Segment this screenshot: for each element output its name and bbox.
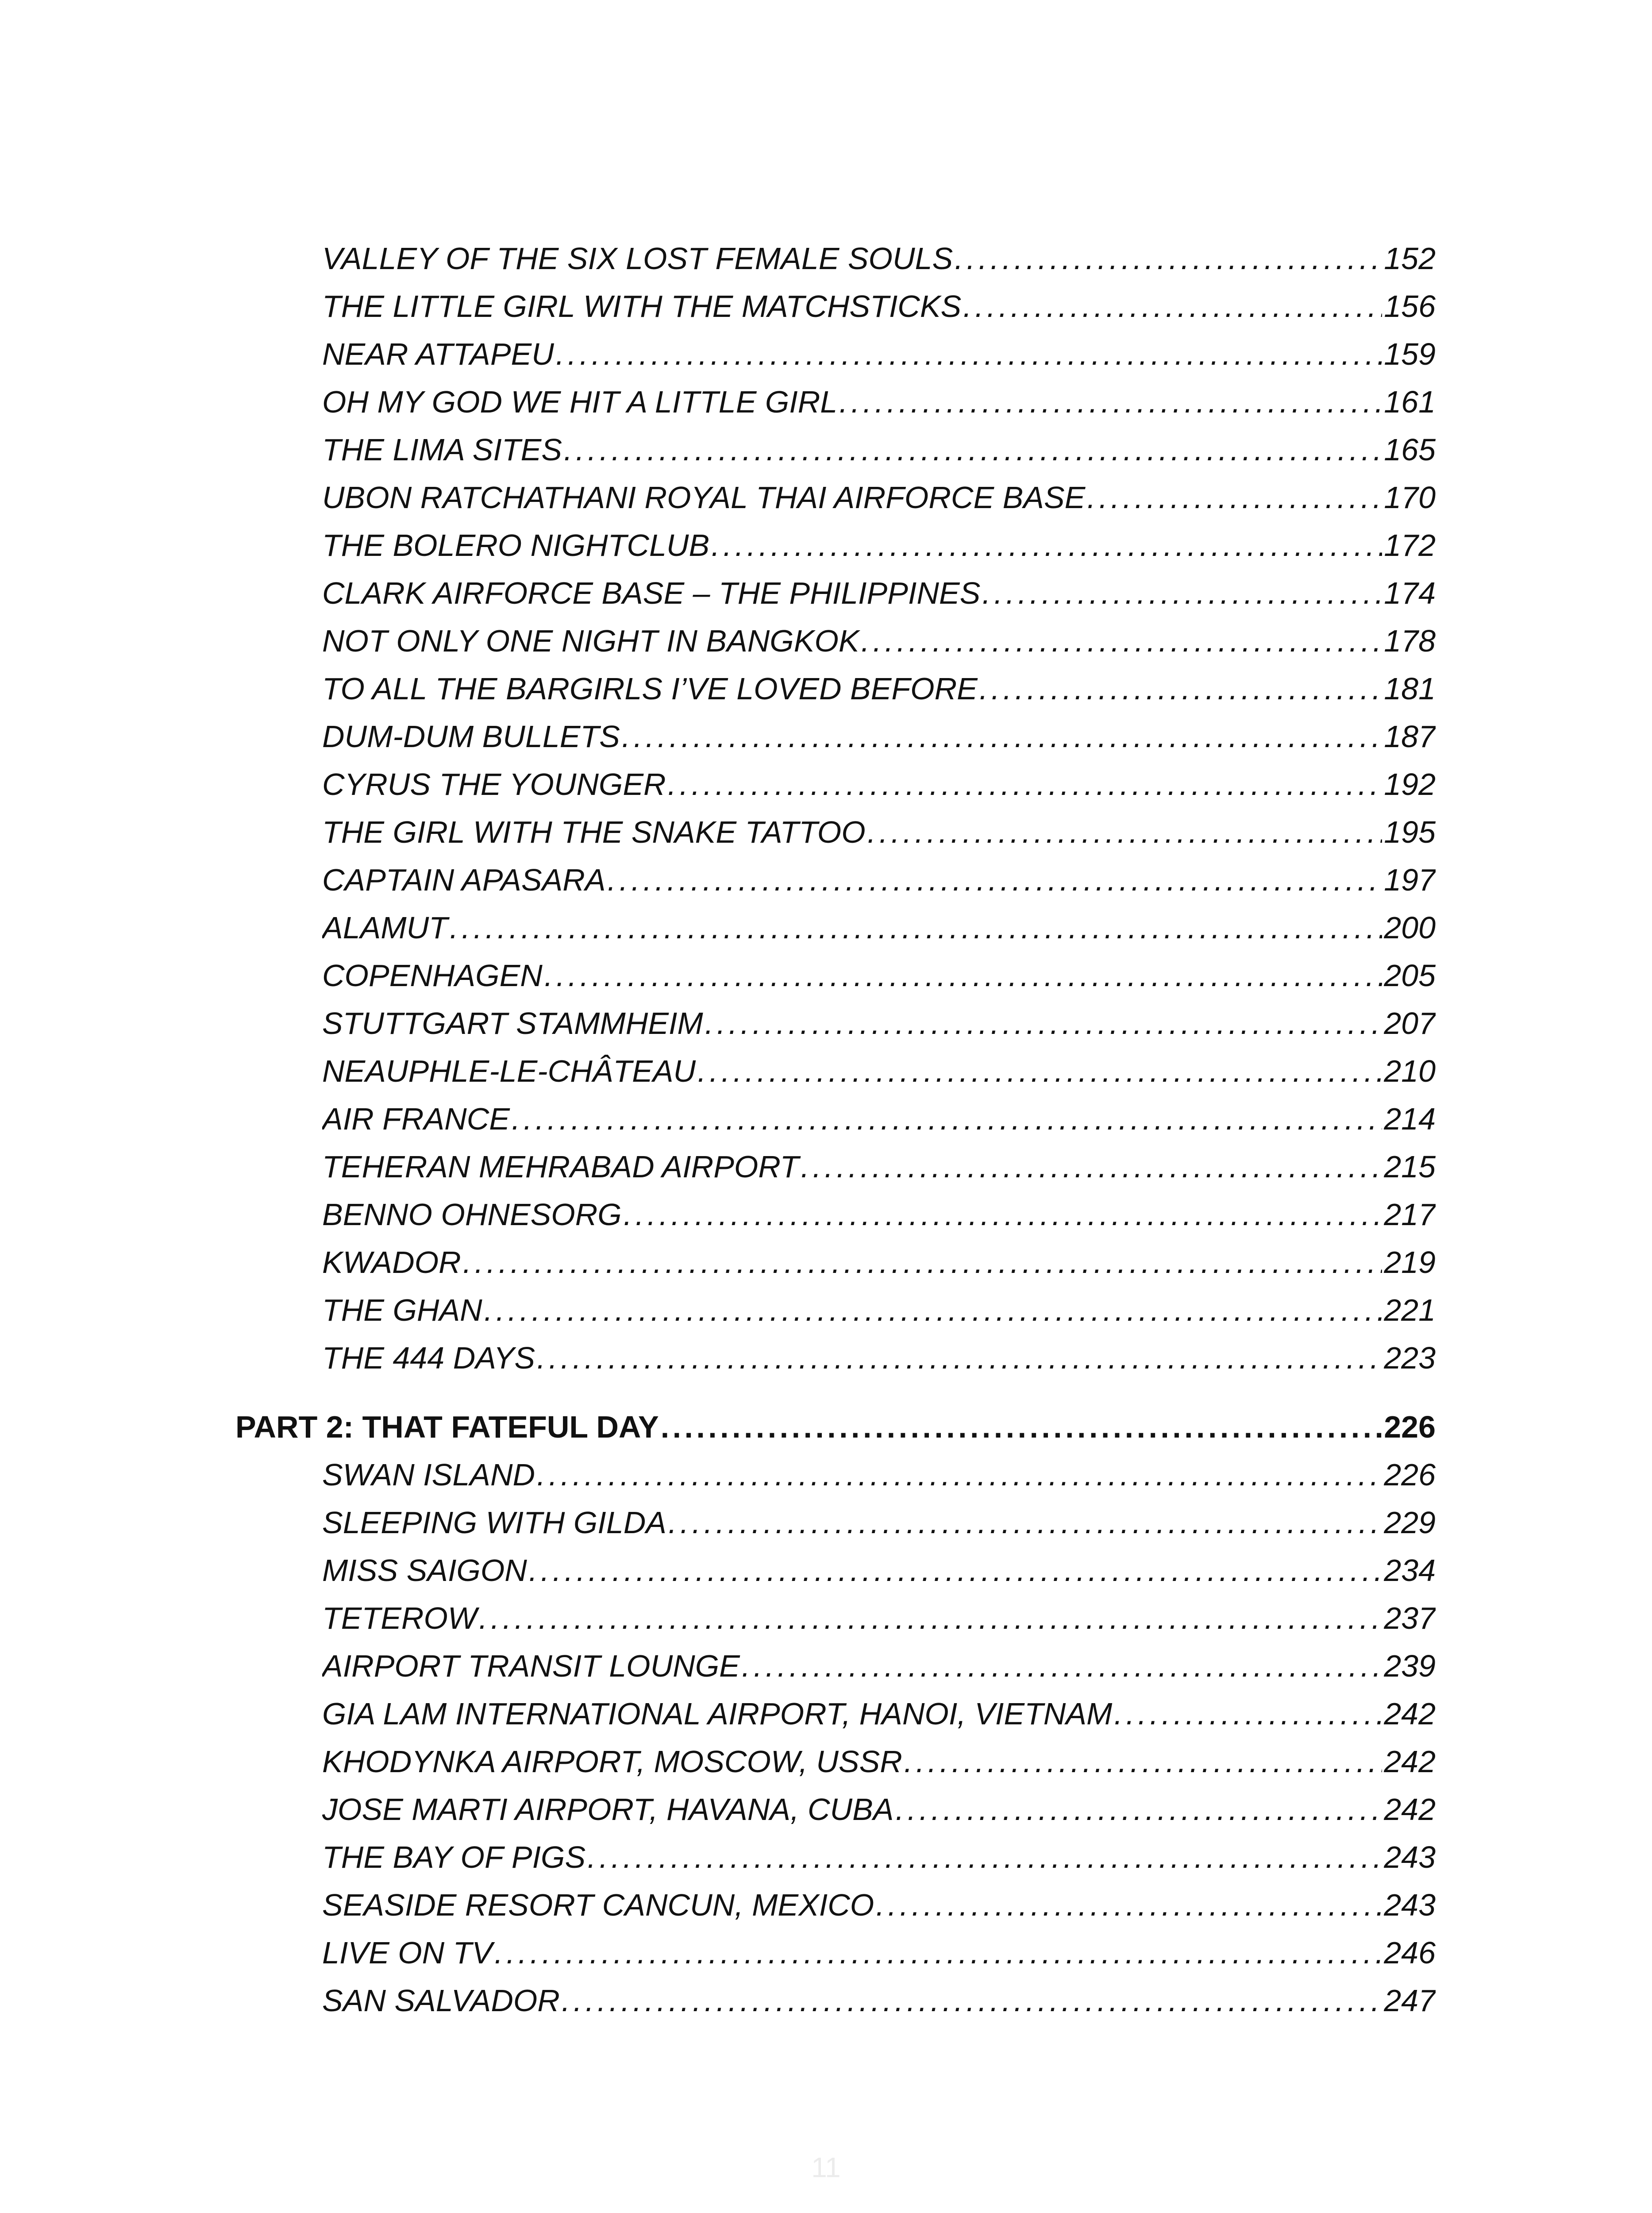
toc-entry-page: 243 bbox=[1384, 1840, 1436, 1874]
toc-entry[interactable] bbox=[322, 1739, 1436, 1784]
toc-entry[interactable] bbox=[322, 571, 1436, 615]
toc-entry-title: JOSE MARTI AIRPORT, HAVANA, CUBA bbox=[322, 1792, 894, 1827]
dot-leader bbox=[867, 810, 1382, 854]
toc-entry-title: UBON RATCHATHANI ROYAL THAI AIRFORCE BASE bbox=[322, 480, 1086, 515]
toc-entry[interactable] bbox=[322, 236, 1436, 281]
toc-entry[interactable] bbox=[322, 714, 1436, 759]
toc-entry-page: 214 bbox=[1384, 1102, 1436, 1136]
toc-entry-title: THE BOLERO NIGHTCLUB bbox=[322, 528, 710, 563]
dot-leader bbox=[1087, 475, 1382, 520]
toc-entry-title: NOT ONLY ONE NIGHT IN BANGKOK bbox=[322, 624, 859, 658]
toc-entry-title: SEASIDE RESORT CANCUN, MEXICO bbox=[322, 1888, 874, 1922]
toc-entry[interactable] bbox=[322, 810, 1436, 854]
toc-entry-title: COPENHAGEN bbox=[322, 958, 543, 993]
toc-part-page: 226 bbox=[1384, 1410, 1436, 1444]
toc-entry-page: 223 bbox=[1384, 1341, 1436, 1375]
dot-leader bbox=[624, 1192, 1382, 1237]
dot-leader bbox=[622, 714, 1382, 759]
dot-leader bbox=[742, 1644, 1382, 1688]
toc-entry-page: 234 bbox=[1384, 1553, 1436, 1588]
toc-entry-page: 242 bbox=[1384, 1792, 1436, 1827]
toc-entry-title: OH MY GOD WE HIT A LITTLE GIRL bbox=[322, 385, 838, 419]
toc-entry-page: 215 bbox=[1384, 1149, 1436, 1184]
toc-entry-title: SWAN ISLAND bbox=[322, 1457, 535, 1492]
toc-entry-page: 243 bbox=[1384, 1888, 1436, 1922]
toc-entry-title: LIVE ON TV bbox=[322, 1935, 493, 1970]
toc-entry-page: 172 bbox=[1384, 528, 1436, 563]
toc-entry-page: 197 bbox=[1384, 863, 1436, 897]
toc-entry-page: 219 bbox=[1384, 1245, 1436, 1280]
toc-entry-page: 242 bbox=[1384, 1744, 1436, 1779]
toc-entry[interactable] bbox=[322, 1978, 1436, 2023]
toc-entry-page: 226 bbox=[1384, 1457, 1436, 1492]
page-number: 11 bbox=[811, 2151, 841, 2183]
toc-entry-page: 217 bbox=[1384, 1197, 1436, 1232]
toc-entry-page: 200 bbox=[1384, 910, 1436, 945]
dot-leader bbox=[608, 858, 1382, 902]
dot-leader bbox=[979, 667, 1382, 711]
toc-entry[interactable] bbox=[322, 953, 1436, 998]
dot-leader bbox=[484, 1288, 1382, 1332]
dot-leader bbox=[668, 762, 1382, 806]
toc-entry[interactable] bbox=[322, 1288, 1436, 1332]
toc-entry-title: THE GIRL WITH THE SNAKE TATTOO bbox=[322, 815, 866, 849]
toc-entry[interactable] bbox=[322, 1145, 1436, 1189]
dot-leader bbox=[529, 1548, 1382, 1592]
toc-entry-page: 246 bbox=[1384, 1935, 1436, 1970]
toc-entry[interactable] bbox=[322, 475, 1436, 520]
toc-entry[interactable] bbox=[322, 1883, 1436, 1927]
toc-entry-page: 195 bbox=[1384, 815, 1436, 849]
toc-entry-title: TEHERAN MEHRABAD AIRPORT bbox=[322, 1149, 799, 1184]
toc-entry-page: 192 bbox=[1384, 767, 1436, 802]
toc-entry-page: 237 bbox=[1384, 1601, 1436, 1635]
dot-leader bbox=[1114, 1692, 1382, 1736]
dot-leader bbox=[895, 1787, 1382, 1831]
toc-entry-title: TO ALL THE BARGIRLS I’VE LOVED BEFORE bbox=[322, 671, 978, 706]
dot-leader bbox=[564, 428, 1382, 472]
toc-entry[interactable] bbox=[322, 1336, 1436, 1380]
toc-entry-page: 247 bbox=[1384, 1983, 1436, 2018]
toc-entry-page: 159 bbox=[1384, 337, 1436, 371]
toc-entry-page: 156 bbox=[1384, 289, 1436, 324]
toc-entry-title: NEAUPHLE-LE-CHÂTEAU bbox=[322, 1054, 696, 1088]
toc-entry-title: DUM-DUM BULLETS bbox=[322, 719, 620, 754]
toc-entry-page: 178 bbox=[1384, 624, 1436, 658]
toc-entry-title: THE 444 DAYS bbox=[322, 1341, 535, 1375]
toc-entry-title: ALAMUT bbox=[322, 910, 448, 945]
dot-leader bbox=[463, 1240, 1382, 1284]
toc-entry[interactable] bbox=[322, 1192, 1436, 1237]
dot-leader bbox=[556, 332, 1382, 376]
toc-entry[interactable] bbox=[322, 1049, 1436, 1093]
dot-leader bbox=[661, 1405, 1382, 1449]
toc-entry-title: SLEEPING WITH GILDA bbox=[322, 1505, 666, 1540]
toc-entry[interactable] bbox=[322, 1931, 1436, 1975]
dot-leader bbox=[876, 1883, 1382, 1927]
toc-part-title: PART 2: THAT FATEFUL DAY bbox=[235, 1410, 659, 1444]
toc-entry-title: THE LIMA SITES bbox=[322, 432, 562, 467]
toc-entry-page: 187 bbox=[1384, 719, 1436, 754]
toc-entry[interactable] bbox=[322, 284, 1436, 328]
dot-leader bbox=[537, 1453, 1382, 1497]
toc-entry[interactable] bbox=[322, 1548, 1436, 1592]
toc-entry-page: 221 bbox=[1384, 1293, 1436, 1327]
toc-entry[interactable] bbox=[322, 619, 1436, 663]
toc-entry-page: 174 bbox=[1384, 576, 1436, 610]
toc-entry[interactable] bbox=[322, 1500, 1436, 1545]
dot-leader bbox=[861, 619, 1382, 663]
toc-entry[interactable] bbox=[322, 1097, 1436, 1141]
dot-leader bbox=[512, 1097, 1382, 1141]
toc-entry-title: AIRPORT TRANSIT LOUNGE bbox=[322, 1649, 740, 1683]
toc-entry-title: STUTTGART STAMMHEIM bbox=[322, 1006, 703, 1041]
toc-entry-title: KWADOR bbox=[322, 1245, 461, 1280]
toc-entry-page: 205 bbox=[1384, 958, 1436, 993]
toc-entry[interactable] bbox=[322, 762, 1436, 806]
toc-entry[interactable] bbox=[322, 428, 1436, 472]
dot-leader bbox=[668, 1500, 1382, 1545]
toc-entry-page: 165 bbox=[1384, 432, 1436, 467]
toc-entry[interactable] bbox=[322, 1453, 1436, 1497]
toc-entry-title: CLARK AIRFORCE BASE – THE PHILIPPINES bbox=[322, 576, 981, 610]
toc-entry-title: BENNO OHNESORG bbox=[322, 1197, 622, 1232]
dot-leader bbox=[697, 1049, 1382, 1093]
toc-entry[interactable] bbox=[322, 667, 1436, 711]
toc-entry[interactable] bbox=[322, 1692, 1436, 1736]
dot-leader bbox=[537, 1336, 1382, 1380]
toc-entry[interactable] bbox=[322, 380, 1436, 424]
dot-leader bbox=[587, 1835, 1382, 1879]
dot-leader bbox=[562, 1978, 1382, 2023]
toc-entry-title: NEAR ATTAPEU bbox=[322, 337, 554, 371]
toc-entry-page: 242 bbox=[1384, 1696, 1436, 1731]
toc-entry-title: KHODYNKA AIRPORT, MOSCOW, USSR bbox=[322, 1744, 902, 1779]
toc-entry[interactable] bbox=[322, 906, 1436, 950]
dot-leader bbox=[955, 236, 1382, 281]
toc-entry-title: SAN SALVADOR bbox=[322, 1983, 560, 2018]
toc-entry-page: 161 bbox=[1384, 385, 1436, 419]
toc-entry-title: VALLEY OF THE SIX LOST FEMALE SOULS bbox=[322, 241, 953, 276]
dot-leader bbox=[479, 1596, 1382, 1640]
toc-entry[interactable] bbox=[322, 523, 1436, 567]
toc-entry-page: 152 bbox=[1384, 241, 1436, 276]
toc-entry[interactable] bbox=[322, 1644, 1436, 1688]
toc-entry-title: CYRUS THE YOUNGER bbox=[322, 767, 666, 802]
dot-leader bbox=[963, 284, 1382, 328]
dot-leader bbox=[904, 1739, 1382, 1784]
dot-leader bbox=[494, 1931, 1382, 1975]
toc-entry-page: 181 bbox=[1384, 671, 1436, 706]
toc-entry-title: MISS SAIGON bbox=[322, 1553, 527, 1588]
dot-leader bbox=[544, 953, 1382, 998]
toc-entry[interactable] bbox=[322, 1835, 1436, 1879]
toc-entry[interactable] bbox=[322, 1240, 1436, 1284]
dot-leader bbox=[450, 906, 1382, 950]
toc-entry[interactable] bbox=[322, 332, 1436, 376]
toc-entry-title: THE LITTLE GIRL WITH THE MATCHSTICKS bbox=[322, 289, 962, 324]
toc-entry[interactable] bbox=[322, 1787, 1436, 1831]
toc-entry-title: AIR FRANCE bbox=[322, 1102, 510, 1136]
toc-entry[interactable] bbox=[322, 858, 1436, 902]
toc-entry-page: 207 bbox=[1384, 1006, 1436, 1041]
dot-leader bbox=[705, 1001, 1382, 1045]
toc-entry[interactable] bbox=[322, 1001, 1436, 1045]
dot-leader bbox=[711, 523, 1382, 567]
toc-entry-page: 239 bbox=[1384, 1649, 1436, 1683]
toc-part-heading[interactable] bbox=[235, 1405, 1436, 1449]
dot-leader bbox=[801, 1145, 1382, 1189]
toc-entry-title: CAPTAIN APASARA bbox=[322, 863, 606, 897]
toc-entry[interactable] bbox=[322, 1596, 1436, 1640]
dot-leader bbox=[839, 380, 1382, 424]
toc-entry-page: 170 bbox=[1384, 480, 1436, 515]
toc-entry-page: 229 bbox=[1384, 1505, 1436, 1540]
dot-leader bbox=[982, 571, 1382, 615]
toc-entry-title: TETEROW bbox=[322, 1601, 477, 1635]
toc-entry-page: 210 bbox=[1384, 1054, 1436, 1088]
toc-entry-title: GIA LAM INTERNATIONAL AIRPORT, HANOI, VIETNAM bbox=[322, 1696, 1113, 1731]
toc-entry-title: THE BAY OF PIGS bbox=[322, 1840, 586, 1874]
toc-entry-title: THE GHAN bbox=[322, 1293, 482, 1327]
